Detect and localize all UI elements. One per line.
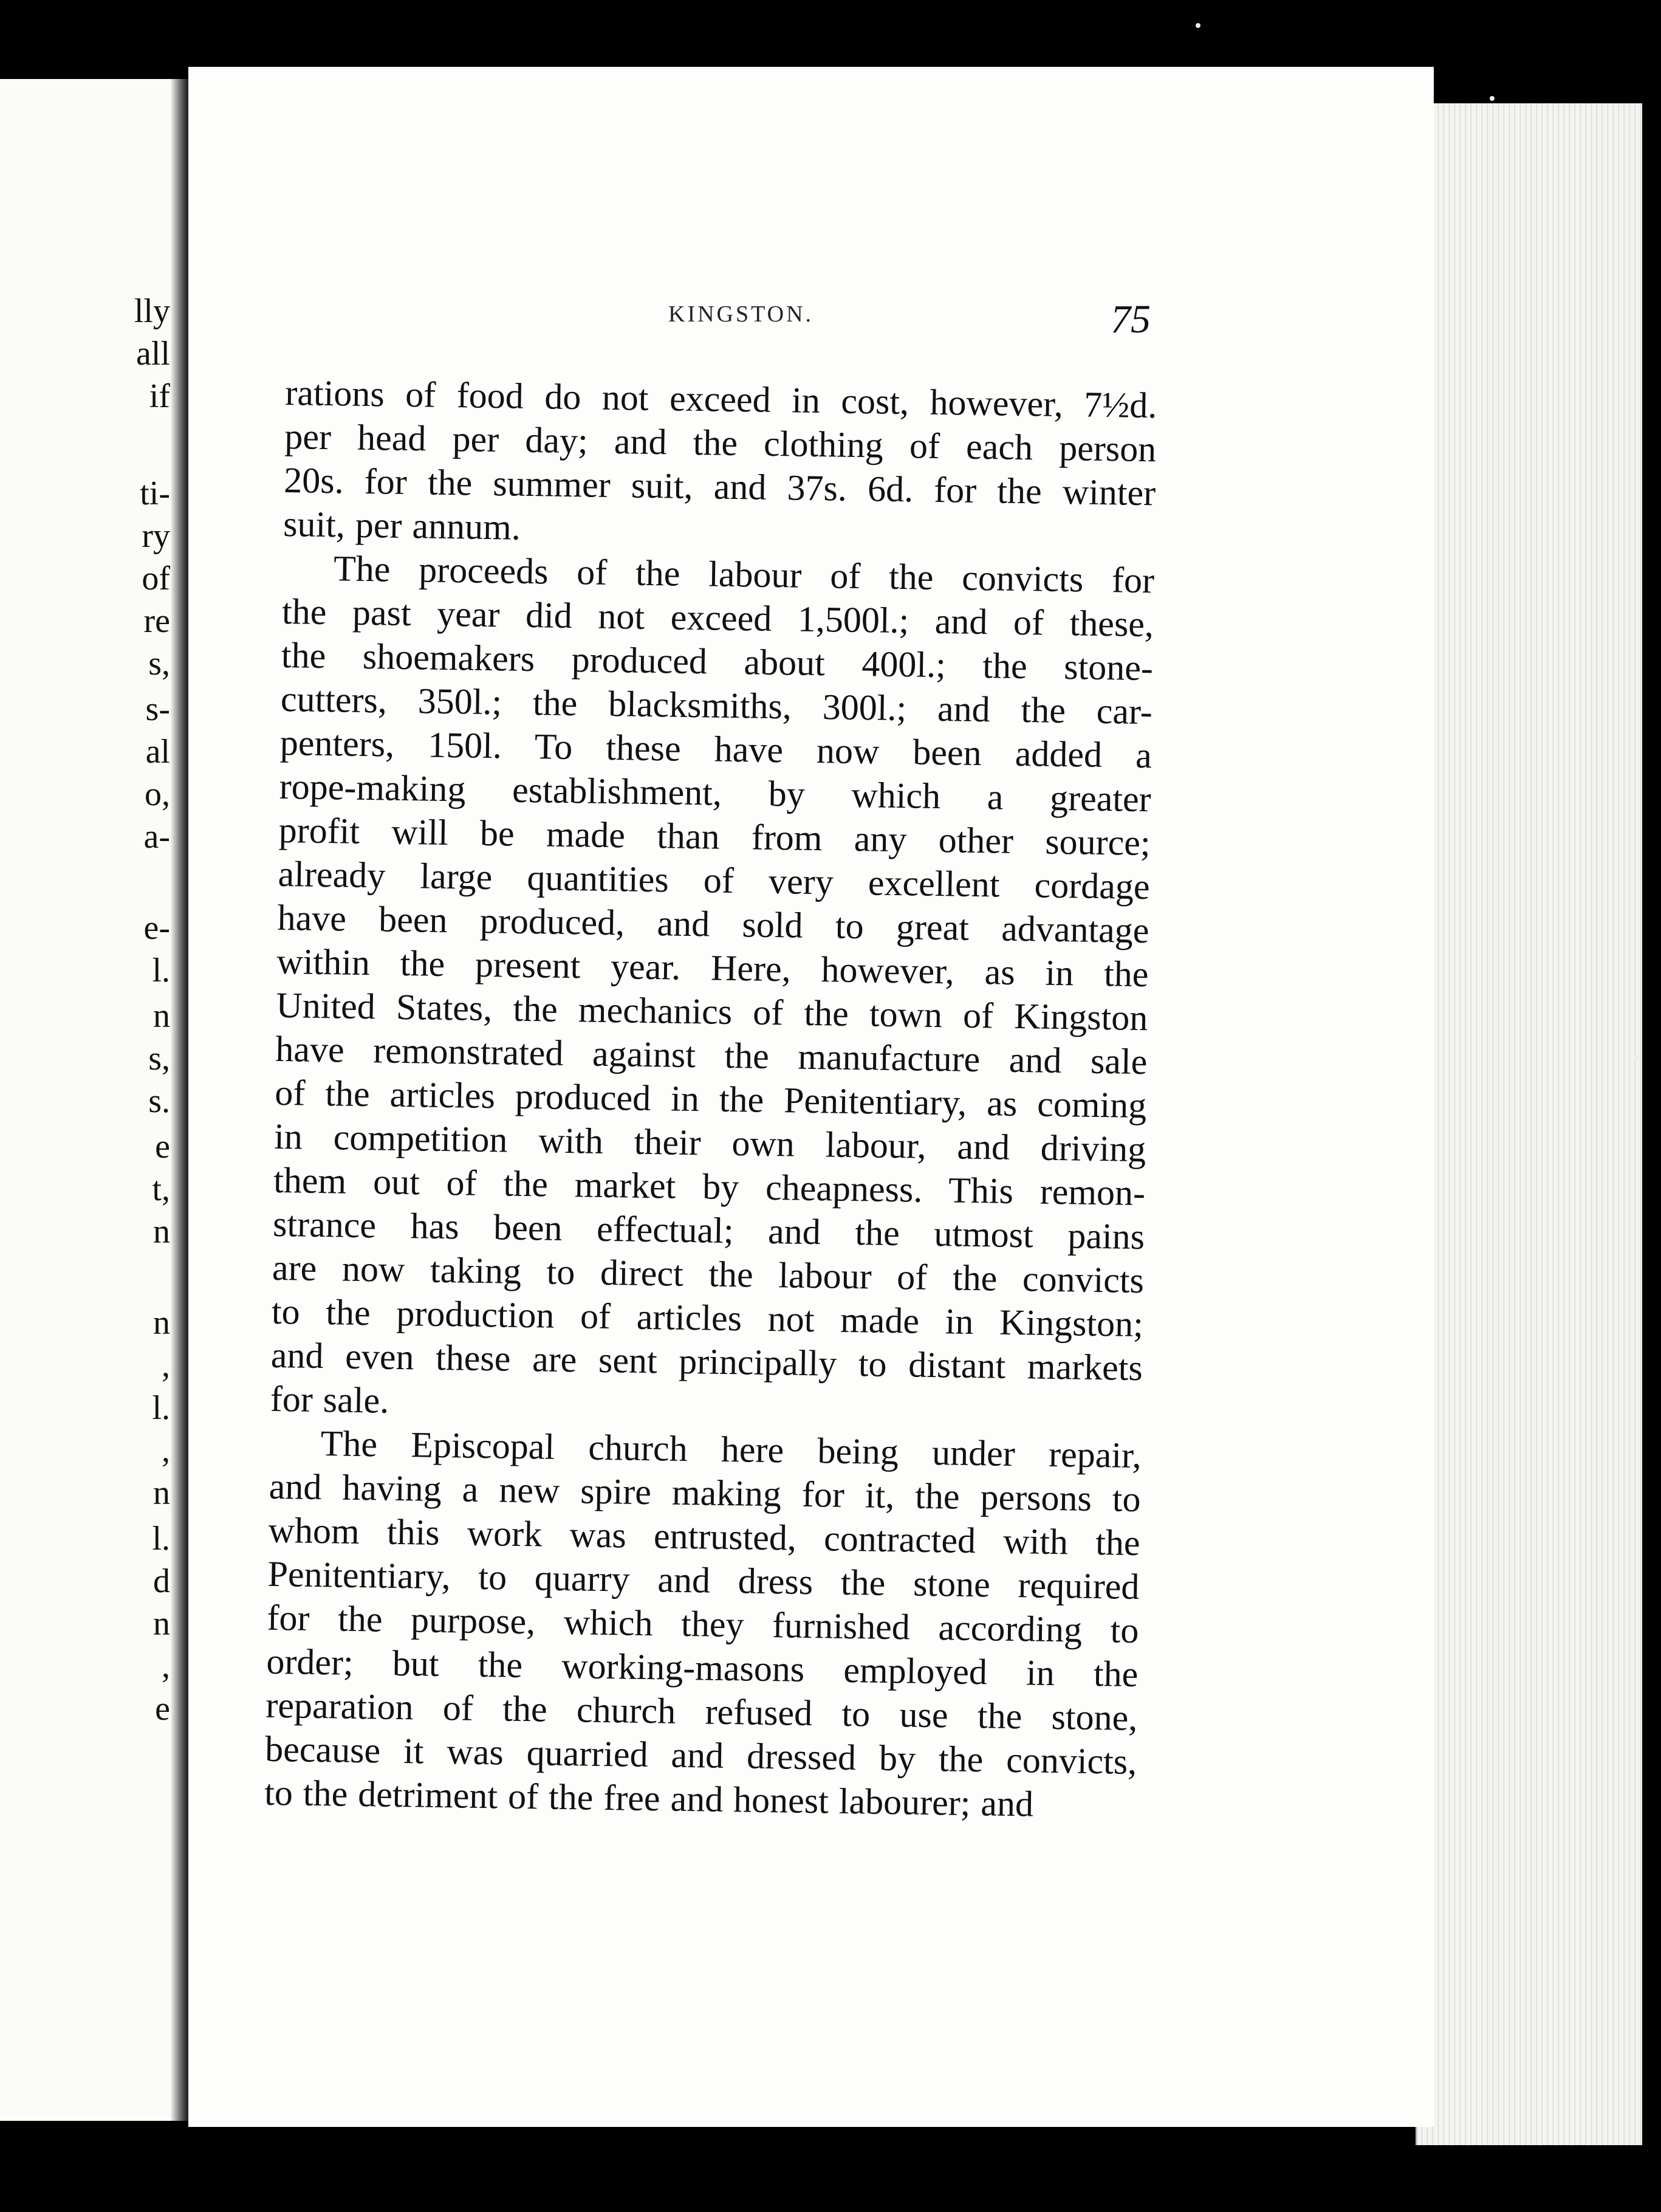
page-edges xyxy=(1416,103,1642,2145)
fragment-line: , xyxy=(162,1647,170,1685)
text-line: cutters, 350l.; the blacksmiths, 300l.; and the car- xyxy=(280,678,1153,732)
fragment-line: e xyxy=(155,1128,170,1166)
text-line: United States, the mechanics of the town of Kingston xyxy=(276,984,1148,1039)
text-line: because it was quarried and dressed by the convicts, xyxy=(264,1728,1137,1782)
fragment-line: s, xyxy=(148,645,170,682)
text-line: whom this work was entrusted, contracted with the xyxy=(268,1510,1141,1564)
text-line: for the purpose, which they furnished according to xyxy=(267,1597,1139,1651)
fragment-line: l. xyxy=(152,952,170,989)
dust-speck xyxy=(1634,1056,1639,1061)
page-number: 75 xyxy=(1111,297,1151,342)
fragment-line: s- xyxy=(145,690,170,728)
fragment-line: al xyxy=(145,733,170,771)
text-line: have remonstrated against the manufacture and sale xyxy=(275,1028,1148,1082)
text-line: 20s. for the summer suit, and 37s. 6d. for the winter xyxy=(283,459,1156,514)
text-line: for sale. xyxy=(270,1378,389,1421)
fragment-line: e xyxy=(155,1690,170,1728)
text-line: within the present year. Here, however, as in the xyxy=(276,941,1149,995)
text-line: in competition with their own labour, and driving xyxy=(273,1116,1146,1170)
text-line: the past year did not exceed 1,500l.; and of these, xyxy=(281,591,1154,645)
fragment-line: e- xyxy=(143,909,170,947)
fragment-line: a- xyxy=(143,818,170,856)
paragraph xyxy=(283,371,1157,558)
fragment-line: n xyxy=(153,1474,170,1512)
text-line: the shoemakers produced about 400l.; the stone- xyxy=(281,634,1154,689)
fragment-line: , xyxy=(162,1432,170,1469)
text-line: them out of the market by cheapness. This remon- xyxy=(273,1159,1146,1214)
fragment-line: n xyxy=(153,997,170,1035)
body-text xyxy=(264,371,1157,1827)
dust-speck xyxy=(1490,96,1495,101)
fragment-line: lly xyxy=(134,292,170,330)
fragment-line: s. xyxy=(148,1082,170,1120)
fragment-line: d xyxy=(153,1562,170,1600)
text-line: are now taking to direct the labour of the convicts xyxy=(272,1247,1145,1301)
fragment-line: all xyxy=(136,335,170,373)
fragment-line: n xyxy=(153,1605,170,1643)
text-line: per head per day; and the clothing of each person xyxy=(284,416,1157,470)
text-line: already large quantities of very excellent cordage xyxy=(278,853,1151,907)
previous-page-fragment xyxy=(0,79,180,2121)
fragment-line: re xyxy=(143,602,170,640)
text-line: strance has been effectual; and the utmost pains xyxy=(272,1203,1145,1257)
text-line: of the articles produced in the Penitentiary, as coming xyxy=(274,1072,1147,1126)
fragment-line: l. xyxy=(152,1389,170,1427)
text-line: The proceeds of the labour of the convicts for xyxy=(333,548,1155,601)
text-line: suit, per annum. xyxy=(283,503,521,548)
fragment-line: s, xyxy=(148,1040,170,1077)
text-line: and having a new spire making for it, the persons to xyxy=(269,1466,1142,1520)
text-line: profit will be made than from any other source; xyxy=(278,809,1151,864)
dust-speck xyxy=(1196,23,1200,28)
text-line: penters, 150l. To these have now been added a xyxy=(279,722,1152,776)
text-line: Penitentiary, to quarry and dress the stone required xyxy=(267,1553,1140,1607)
text-line: order; but the working-masons employed in the xyxy=(266,1641,1139,1695)
fragment-line: t, xyxy=(152,1170,170,1208)
fragment-line: l. xyxy=(152,1520,170,1558)
text-line: and even these are sent principally to distant markets xyxy=(270,1334,1143,1389)
text-line: to the production of articles not made in Kingston; xyxy=(271,1291,1144,1345)
running-head: KINGSTON. xyxy=(668,301,814,327)
fragment-line: n xyxy=(153,1304,170,1342)
text-line: reparation of the church refused to use the stone, xyxy=(265,1685,1138,1739)
paragraph xyxy=(270,546,1154,1434)
fragment-line: n xyxy=(153,1213,170,1251)
text-line: rope-making establishment, by which a greater xyxy=(279,766,1152,820)
fragment-line: if xyxy=(149,377,170,415)
text-line: have been produced, and sold to great advantage xyxy=(277,897,1149,951)
fragment-line: of xyxy=(142,560,170,597)
text-line: rations of food do not exceed in cost, however, 7½d. xyxy=(284,372,1157,426)
fragment-line: o, xyxy=(145,775,170,813)
text-line: The Episcopal church here being under repair, xyxy=(320,1423,1142,1476)
fragment-line: , xyxy=(162,1347,170,1384)
paragraph xyxy=(264,1421,1142,1827)
fragment-line: ti- xyxy=(140,475,170,512)
fragment-line: ry xyxy=(142,517,170,555)
text-line: to the detriment of the free and honest labourer; and xyxy=(264,1772,1034,1824)
